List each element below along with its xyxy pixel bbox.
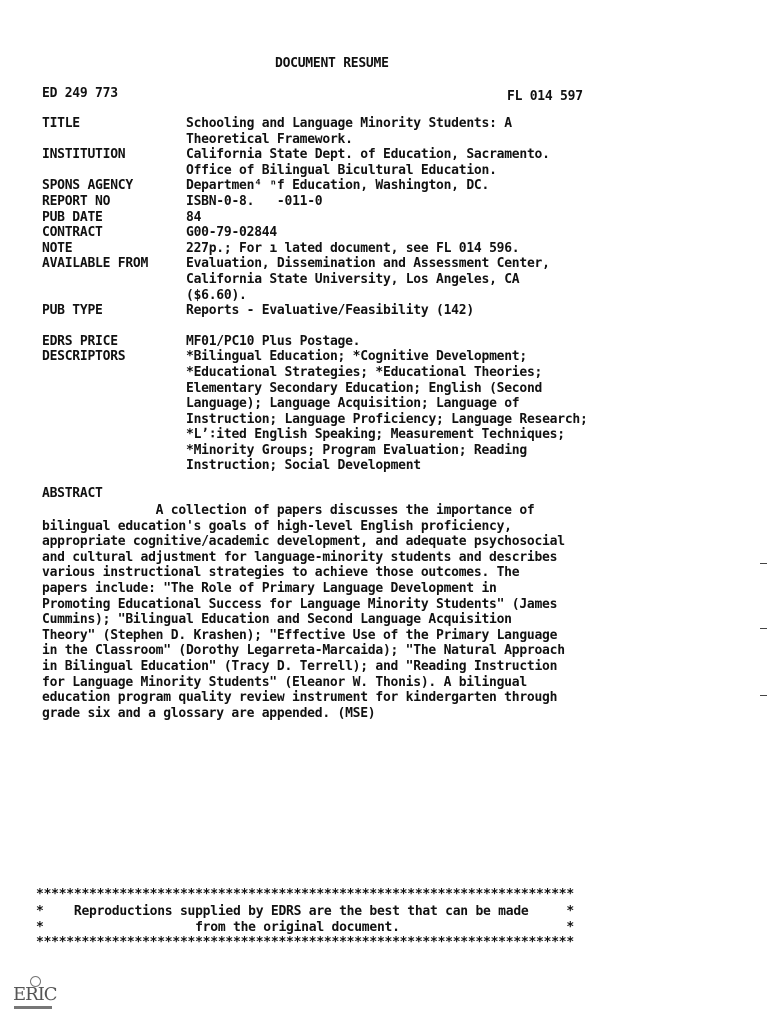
field-label: TITLE [42, 116, 80, 131]
field-pub-type [42, 303, 702, 319]
field-title [42, 116, 702, 147]
abstract-line: grade six and a glossary are appended. (MSE) [42, 705, 376, 721]
field-label: REPORT NO [42, 193, 111, 209]
abstract-line: for Language Minority Students" (Eleanor W. Thonis). A bilingual [42, 674, 527, 690]
abstract-label: ABSTRACT [42, 486, 103, 501]
field-value-line: California State Dept. of Education, Sacramento. [186, 147, 550, 163]
field-pub-date [42, 210, 702, 226]
field-value-line: Theoretical Framework. [186, 131, 353, 147]
field-gap [42, 319, 702, 334]
metadata-fields [42, 116, 702, 474]
field-descriptors [42, 349, 702, 474]
field-value [186, 334, 702, 350]
abstract-line: Promoting Educational Success for Language Minority Students" (James [42, 596, 558, 612]
abstract-text [42, 503, 565, 721]
margin-mark [760, 695, 767, 696]
field-value-line: Schooling and Language Minority Students: A [186, 116, 512, 131]
abstract-line: A collection of papers discusses the importance of [42, 503, 535, 518]
field-value [186, 256, 702, 303]
field-value-line: *Minority Groups; Program Evaluation; Reading [186, 442, 527, 458]
field-spons-agency [42, 178, 702, 194]
margin-mark [760, 628, 767, 629]
field-value-line: California State University, Los Angeles, CA [186, 271, 520, 287]
field-label: DESCRIPTORS [42, 349, 126, 365]
eric-logo-bar [14, 1006, 52, 1009]
field-value-line: ($6.60). [186, 287, 247, 303]
field-value-line: Instruction; Language Proficiency; Language Research; [186, 411, 588, 427]
footer-border-top: *********************************************************************** [36, 887, 574, 902]
field-institution [42, 147, 702, 178]
field-value [186, 225, 702, 241]
field-value [186, 210, 702, 226]
field-label: CONTRACT [42, 225, 103, 241]
abstract-line: education program quality review instrument for kindergarten through [42, 690, 558, 706]
field-value [186, 178, 702, 194]
abstract-line: in Bilingual Education" (Tracy D. Terrell); and "Reading Instruction [42, 658, 558, 674]
field-value [186, 194, 702, 210]
field-value-line: *Bilingual Education; *Cognitive Development; [186, 349, 527, 365]
field-label: NOTE [42, 240, 73, 256]
field-value [186, 116, 702, 147]
field-label: PUB DATE [42, 209, 103, 225]
field-label: SPONS AGENCY [42, 178, 133, 194]
document-title: DOCUMENT RESUME [275, 56, 389, 71]
abstract-line: Cummins); "Bilingual Education and Second Language Acquisition [42, 612, 512, 628]
field-value-line: 227p.; For ı lated document, see FL 014 596. [186, 240, 520, 256]
abstract-line: various instructional strategies to achieve those outcomes. The [42, 565, 520, 581]
field-value-line: Language); Language Acquisition; Language of [186, 396, 520, 412]
field-value [186, 349, 702, 474]
field-value-line: Departmen⁴ ⁿf Education, Washington, DC. [186, 178, 490, 194]
field-value-line: Instruction; Social Development [186, 458, 421, 474]
field-available-from [42, 256, 702, 303]
field-label: AVAILABLE FROM [42, 256, 149, 272]
field-value [186, 303, 702, 319]
reproduction-notice-line1: * Reproductions supplied by EDRS are the best that can be made * [36, 904, 574, 919]
field-label: PUB TYPE [42, 303, 103, 319]
field-value-line: ISBN-0-8. -011-0 [186, 193, 323, 209]
field-value-line: *Lʼ∶ited English Speaking; Measurement Techniques; [186, 427, 565, 443]
eric-logo: ERIC [13, 984, 57, 1005]
abstract-line: in the Classroom" (Dorothy Legarreta-Marcaida); "The Natural Approach [42, 643, 565, 659]
field-value [186, 147, 702, 178]
field-value-line: *Educational Strategies; *Educational Theories; [186, 364, 543, 380]
field-value-line: G00-79-02844 [186, 225, 277, 241]
field-value-line: Office of Bilingual Bicultural Education. [186, 162, 497, 178]
field-edrs-price [42, 334, 702, 350]
abstract-line: appropriate cognitive/academic development, and adequate psychosocial [42, 534, 565, 550]
field-value-line: MF01/PC10 Plus Postage. [186, 333, 361, 349]
field-label: INSTITUTION [42, 147, 126, 163]
abstract-line: and cultural adjustment for language-minority students and describes [42, 549, 558, 565]
abstract-line: papers include: "The Role of Primary Language Development in [42, 580, 497, 596]
field-value-line: Reports - Evaluative/Feasibility (142) [186, 303, 474, 319]
field-value-line: Elementary Secondary Education; English (Second [186, 380, 543, 396]
abstract-line: Theory" (Stephen D. Krashen); "Effective Use of the Primary Language [42, 627, 558, 643]
field-value [186, 241, 702, 257]
abstract-line: bilingual education's goals of high-level English proficiency, [42, 518, 512, 534]
field-note [42, 241, 702, 257]
field-report-no [42, 194, 702, 210]
field-label: EDRS PRICE [42, 333, 118, 349]
reproduction-notice-line2: * from the original document. * [36, 920, 574, 935]
fl-number: FL 014 597 [507, 89, 583, 104]
field-contract [42, 225, 702, 241]
footer-border-bottom: *********************************************************************** [36, 935, 574, 950]
field-value-line: 84 [186, 209, 202, 225]
ed-number: ED 249 773 [42, 86, 118, 101]
field-value-line: Evaluation, Dissemination and Assessment Center, [186, 256, 550, 272]
margin-mark [760, 563, 767, 564]
